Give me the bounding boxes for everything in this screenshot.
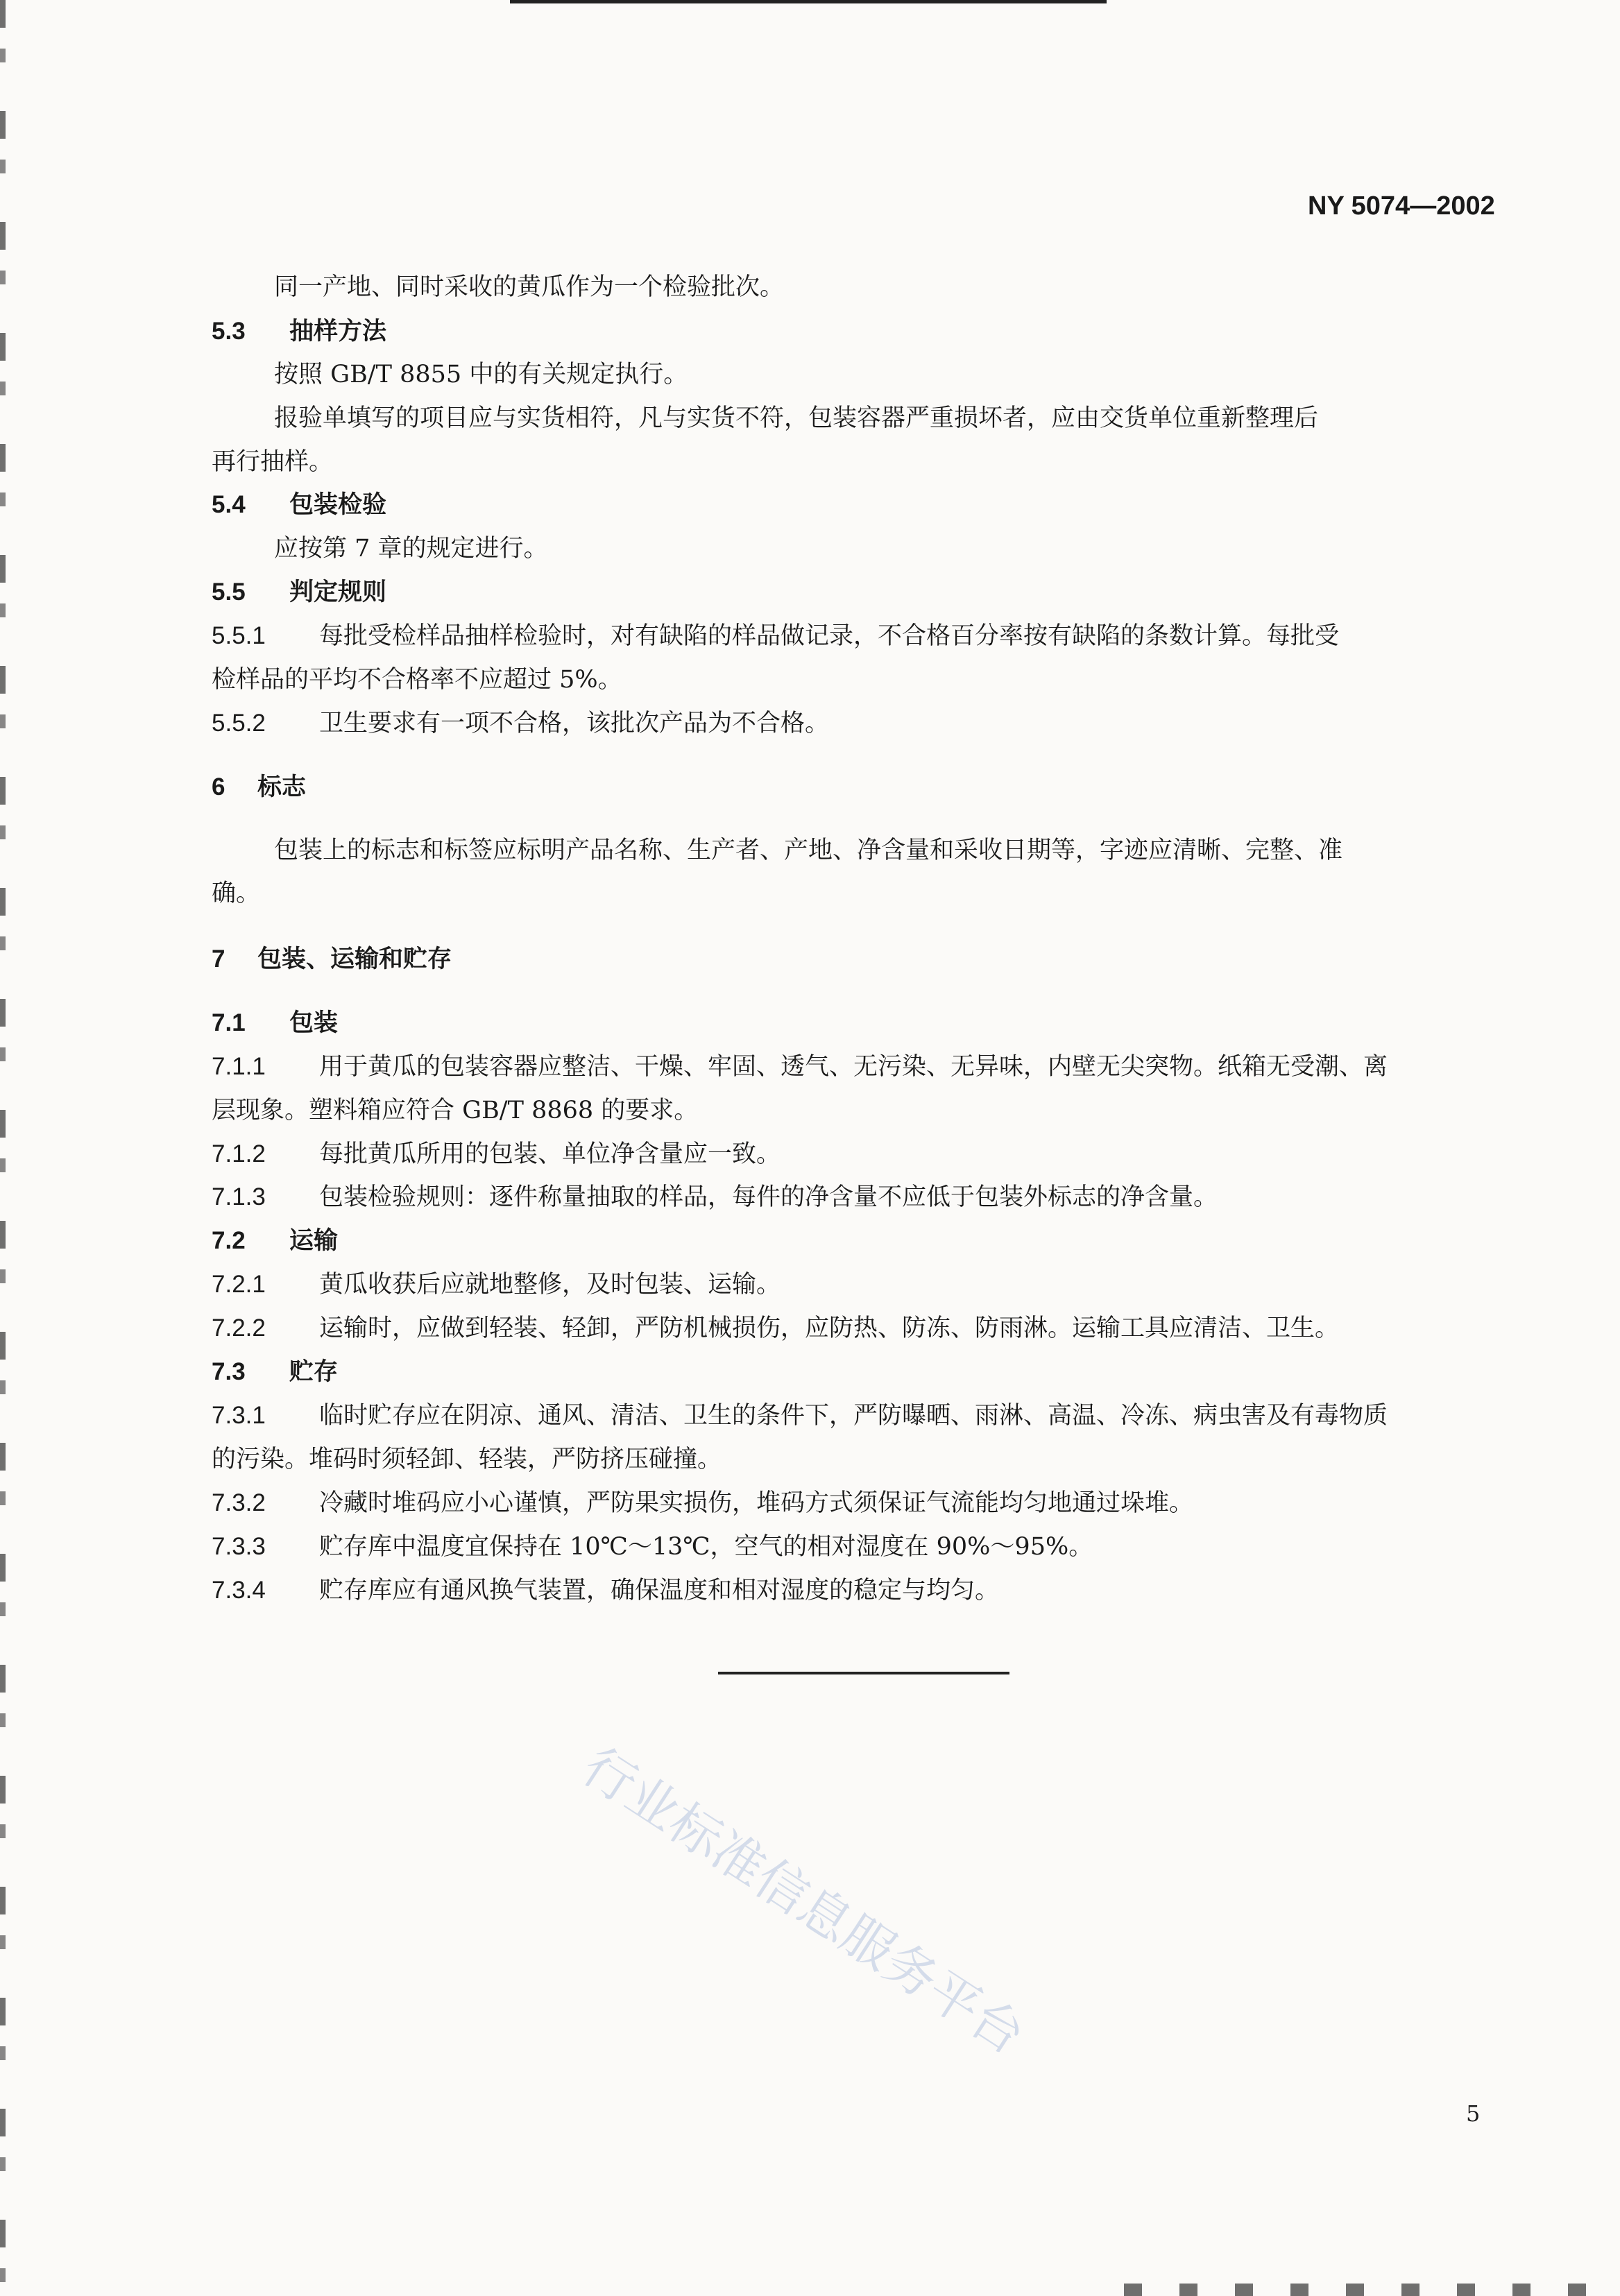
paragraph-line: 包装上的标志和标签应标明产品名称、生产者、产地、净含量和采收日期等，字迹应清晰、完整、准 [274, 837, 1343, 864]
section-heading-5-5: 5.5 判定规则 [212, 578, 387, 606]
scan-bottom-marks [1124, 2284, 1620, 2296]
clause-7-2-1: 7.2.1 黄瓜收获后应就地整修，及时包装、运输。 [212, 1271, 781, 1299]
paragraph-line: 应按第 7 章的规定进行。 [274, 535, 548, 563]
clause-7-3-1: 7.3.1 临时贮存应在阴凉、通风、清洁、卫生的条件下，严防曝晒、雨淋、高温、冷冻、病虫害及有毒物质 [212, 1402, 1388, 1430]
clause-7-3-2: 7.3.2 冷藏时堆码应小心谨慎，严防果实损伤，堆码方式须保证气流能均匀地通过垛堆。 [212, 1489, 1194, 1517]
section-heading-5-3: 5.3 抽样方法 [212, 317, 387, 345]
clause-7-1-3: 7.1.3 包装检验规则：逐件称量抽取的样品，每件的净含量不应低于包装外标志的净含量。 [212, 1183, 1218, 1211]
chapter-heading-7: 7 包装、运输和贮存 [212, 945, 452, 973]
section-heading-7-3: 7.3 贮存 [212, 1357, 339, 1386]
watermark: 行业标准信息服务平台 [572, 1736, 1035, 2066]
clause-5-5-2: 5.5.2 卫生要求有一项不合格，该批次产品为不合格。 [212, 710, 830, 737]
paragraph-line: 同一产地、同时采收的黄瓜作为一个检验批次。 [274, 273, 785, 301]
paragraph-line: 确。 [212, 880, 261, 907]
standard-code: NY 5074—2002 [1308, 191, 1495, 221]
clause-5-5-1: 5.5.1 每批受检样品抽样检验时，对有缺陷的样品做记录，不合格百分率按有缺陷的条数计算。每批受 [212, 622, 1340, 650]
page-number: 5 [1466, 2100, 1481, 2127]
paragraph-line: 报验单填写的项目应与实货相符，凡与实货不符，包装容器严重损坏者，应由交货单位重新整理后 [274, 404, 1319, 432]
paragraph-line: 按照 GB/T 8855 中的有关规定执行。 [274, 361, 688, 388]
paragraph-line: 层现象。塑料箱应符合 GB/T 8868 的要求。 [212, 1097, 699, 1124]
clause-7-3-4: 7.3.4 贮存库应有通风换气装置，确保温度和相对湿度的稳定与均匀。 [212, 1577, 1000, 1604]
clause-7-3-3: 7.3.3 贮存库中温度宜保持在 10℃～13℃，空气的相对湿度在 90%～95%。 [212, 1533, 1093, 1561]
end-of-standard-rule [718, 1672, 1009, 1674]
paragraph-line: 检样品的平均不合格率不应超过 5%。 [212, 666, 622, 694]
clause-7-1-2: 7.1.2 每批黄瓜所用的包装、单位净含量应一致。 [212, 1140, 781, 1168]
chapter-heading-6: 6 标志 [212, 773, 307, 801]
paragraph-line: 的污染。堆码时须轻卸、轻装，严防挤压碰撞。 [212, 1446, 722, 1473]
clause-7-2-2: 7.2.2 运输时，应做到轻装、轻卸，严防机械损伤，应防热、防冻、防雨淋。运输工具应清洁、卫生。 [212, 1314, 1340, 1342]
scan-edge-marks [0, 0, 6, 2296]
section-heading-7-1: 7.1 包装 [212, 1009, 339, 1037]
clause-7-1-1: 7.1.1 用于黄瓜的包装容器应整洁、干燥、牢固、透气、无污染、无异味，内壁无尖突物。纸箱无受潮、离 [212, 1053, 1388, 1081]
paragraph-line: 再行抽样。 [212, 448, 334, 476]
section-heading-7-2: 7.2 运输 [212, 1226, 339, 1255]
top-rule [510, 0, 1107, 3]
section-heading-5-4: 5.4 包装检验 [212, 490, 387, 519]
